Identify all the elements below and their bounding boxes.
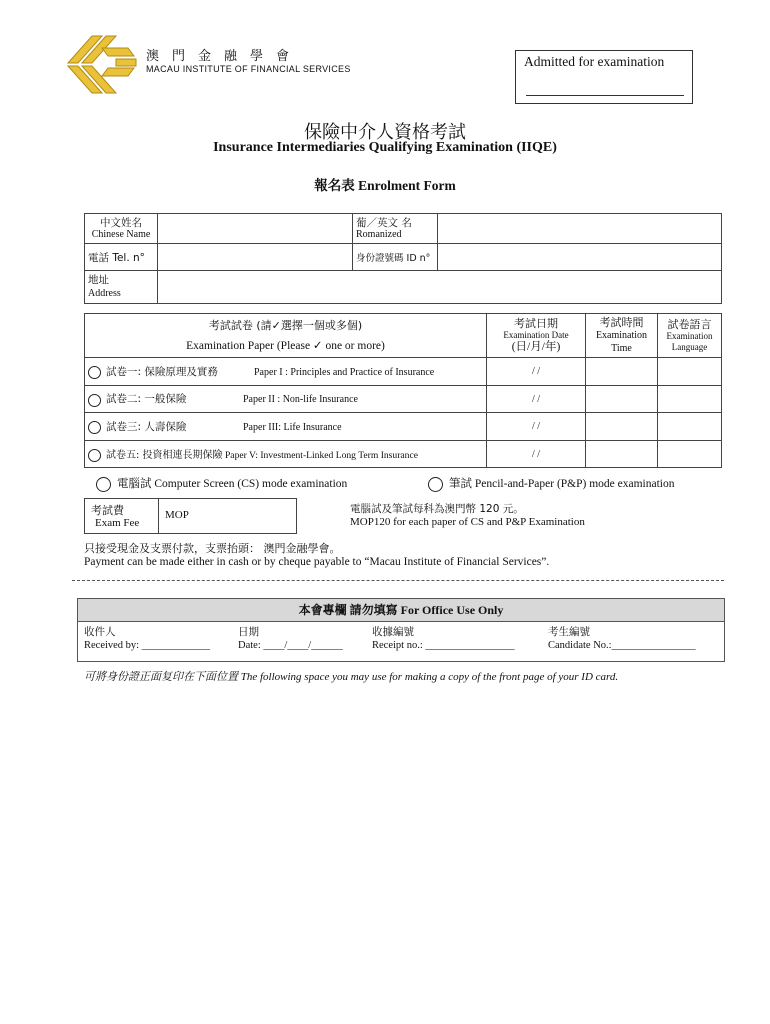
paper-3-date[interactable]: / /	[487, 413, 586, 441]
romanized-label: 葡／英文 名 Romanized	[353, 214, 438, 244]
paper-3-language[interactable]	[658, 413, 722, 441]
paper-2-time[interactable]	[586, 386, 658, 413]
admitted-box	[515, 50, 693, 104]
romanized-input[interactable]	[438, 214, 722, 244]
paper-2-radio[interactable]	[88, 394, 101, 407]
payment-note-chinese: 只接受現金及支票付款，支票抬頭： 澳門金融學會。	[84, 542, 341, 555]
paper-2-date[interactable]: / /	[487, 386, 586, 413]
exam-fee-currency: MOP	[165, 509, 189, 521]
receipt-no-field: 收據編號 Receipt no.: _________________	[372, 626, 515, 651]
id-label: 身份證號碼 ID n°	[353, 244, 438, 271]
candidate-no-field: 考生編號 Candidate No.:________________	[548, 626, 696, 651]
paper-5-cell[interactable]: 試卷五: 投資相連長期保險 Paper V: Investment-Linked Long Term Insurance	[85, 441, 487, 468]
language-header: 試卷語言 Examination Language	[658, 314, 722, 358]
tel-label: 電話 Tel. n°	[85, 244, 158, 271]
address-input[interactable]	[158, 271, 722, 304]
cs-mode-radio[interactable]	[96, 477, 111, 492]
paper-row	[85, 441, 722, 468]
exam-fee-label: 考試費 Exam Fee	[85, 499, 159, 533]
paper-row	[85, 358, 722, 386]
form-title: 報名表 Enrolment Form	[314, 178, 456, 193]
paper-1-radio[interactable]	[88, 366, 101, 379]
paper-3-cell[interactable]: 試卷三: 人壽保險 Paper III: Life Insurance	[85, 413, 487, 441]
paper-5-time[interactable]	[586, 441, 658, 468]
fee-note-chinese: 電腦試及筆試每科為澳門幣 120 元。	[350, 503, 524, 515]
paper-row	[85, 413, 722, 441]
title-chinese: 保險中介人資格考試	[304, 122, 466, 143]
admitted-signature-line[interactable]	[526, 95, 684, 96]
office-use-section	[77, 598, 725, 662]
cs-mode-label: 電腦試 Computer Screen (CS) mode examination	[117, 478, 348, 490]
paper-3-radio[interactable]	[88, 421, 101, 434]
paper-3-time[interactable]	[586, 413, 658, 441]
paper-2-cell[interactable]: 試卷二: 一般保險 Paper II : Non-life Insurance	[85, 386, 487, 413]
logo-english-name: MACAU INSTITUTE OF FINANCIAL SERVICES	[146, 64, 351, 74]
paper-1-cell[interactable]: 試卷一: 保險原理及實務 Paper I : Principles and Practice of Insurance	[85, 358, 487, 386]
pp-mode-radio[interactable]	[428, 477, 443, 492]
address-label: 地址 Address	[85, 271, 158, 304]
cut-line-divider	[72, 580, 724, 581]
paper-1-date[interactable]: / /	[487, 358, 586, 386]
title-english: Insurance Intermediaries Qualifying Examination (IIQE)	[213, 140, 557, 155]
date-header: 考試日期 Examination Date (日/月/年)	[487, 314, 586, 358]
paper-2-language[interactable]	[658, 386, 722, 413]
cs-mode-option[interactable]	[96, 475, 347, 492]
paper-header: 考試試卷 (請✓選擇一個或多個) Examination Paper (Please ✓ one or more)	[85, 314, 487, 358]
pp-mode-label: 筆試 Pencil-and-Paper (P&P) mode examination	[449, 478, 675, 490]
paper-1-language[interactable]	[658, 358, 722, 386]
chinese-name-input[interactable]	[158, 214, 353, 244]
tel-input[interactable]	[158, 244, 353, 271]
chinese-name-label: 中文姓名 Chinese Name	[85, 214, 158, 244]
received-by-field: 收件人 Received by: _____________	[84, 626, 210, 651]
pp-mode-option[interactable]	[428, 475, 674, 492]
payment-note-english: Payment can be made either in cash or by cheque payable to “Macau Institute of Financial Services”.	[84, 556, 550, 568]
office-use-heading: 本會專欄 請勿填寫 For Office Use Only	[78, 599, 724, 622]
paper-5-radio[interactable]	[88, 449, 101, 462]
paper-5-date[interactable]: / /	[487, 441, 586, 468]
exam-fee-box	[84, 498, 297, 534]
logo-chinese-name: 澳門金融學會	[146, 49, 303, 64]
mifs-logo-icon	[58, 28, 142, 98]
id-copy-footnote: 可將身份證正面复印在下面位置 The following space you may use for making a copy of the front page of your ID card.	[84, 671, 619, 683]
personal-info-table	[84, 213, 722, 304]
paper-row	[85, 386, 722, 413]
paper-5-language[interactable]	[658, 441, 722, 468]
papers-table	[84, 313, 722, 468]
admitted-label: Admitted for examination	[524, 54, 665, 69]
date-field: 日期 Date: ____/____/______	[238, 626, 343, 651]
time-header: 考試時間 Examination Time	[586, 314, 658, 358]
id-input[interactable]	[438, 244, 722, 271]
fee-note-english: MOP120 for each paper of CS and P&P Examination	[350, 516, 585, 528]
paper-1-time[interactable]	[586, 358, 658, 386]
